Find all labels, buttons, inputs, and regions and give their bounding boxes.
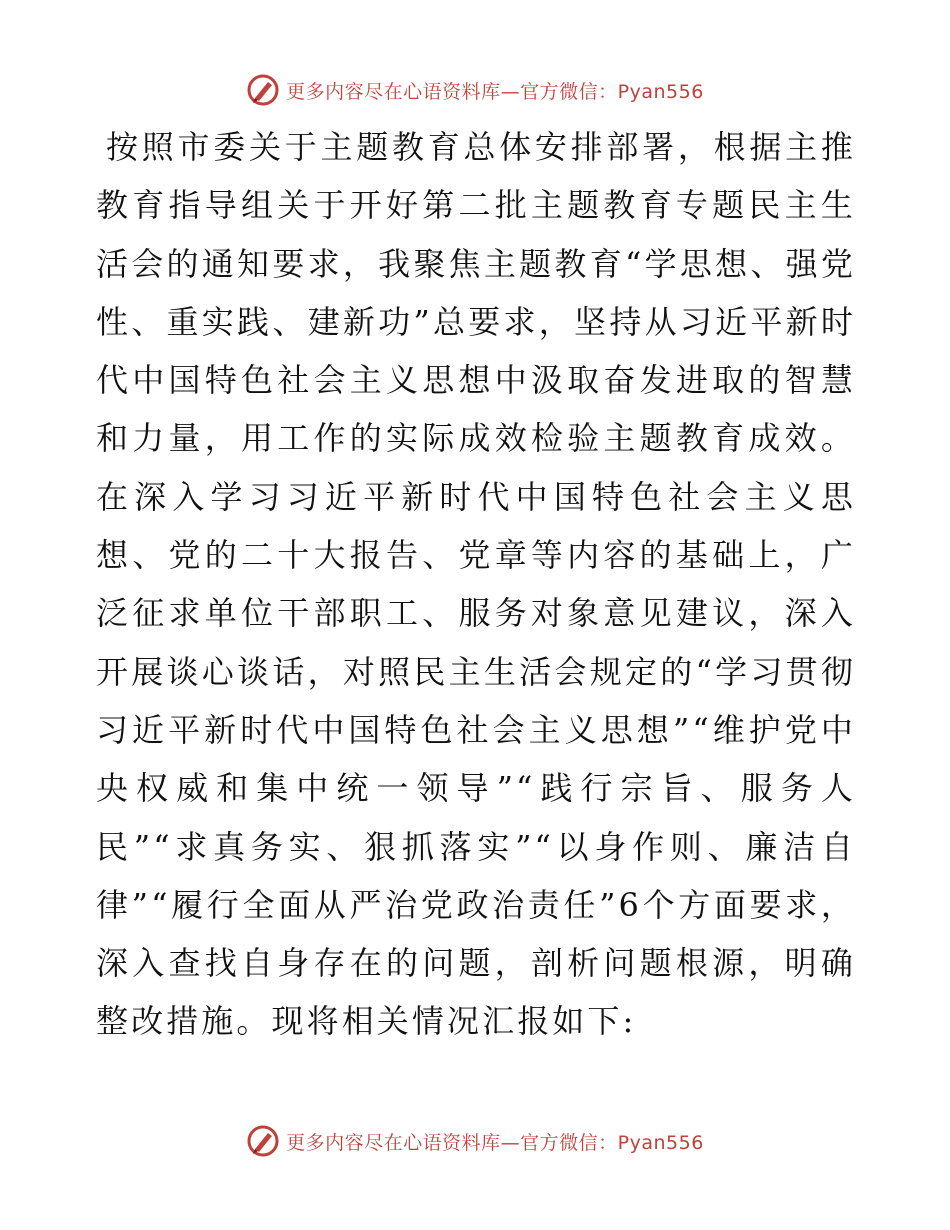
header-watermark-banner (0, 70, 950, 110)
footer-watermark-banner (0, 1121, 950, 1161)
red-circle-pen-logo-icon (246, 1124, 280, 1158)
red-circle-pen-logo-icon (246, 73, 280, 107)
body-paragraph: 按照市委关于主题教育总体安排部署，根据主推教育指导组关于开好第二批主题教育专题民主生活会的通知要求，我聚焦主题教育“学思想、强党性、重实践、建新功”总要求，坚持从习近平新时代中国特色社会主义思想中汲取奋发进取的智慧和力量，用工作的实际成效检验主题教育成效。在深入学习习近平新时代中国特色社会主义思想、党的二十大报告、党章等内容的基础上，广泛征求单位干部职工、服务对象意见建议，深入开展谈心谈话，对照民主生活会规定的“学习贯彻习近平新时代中国特色社会主义思想”“维护党中央权威和集中统一领导”“践行宗旨、服务人民”“求真务实、狠抓落实”“以身作则、廉洁自律”“履行全面从严治党政治责任”6个方面要求，深入查找自身存在的问题，剖析问题根源，明确整改措施。现将相关情况汇报如下: (96, 128, 856, 1041)
header-banner-text: 更多内容尽在心语资料库—官方微信：Pyan556 (286, 80, 704, 103)
footer-banner-text: 更多内容尽在心语资料库—官方微信：Pyan556 (286, 1131, 704, 1154)
